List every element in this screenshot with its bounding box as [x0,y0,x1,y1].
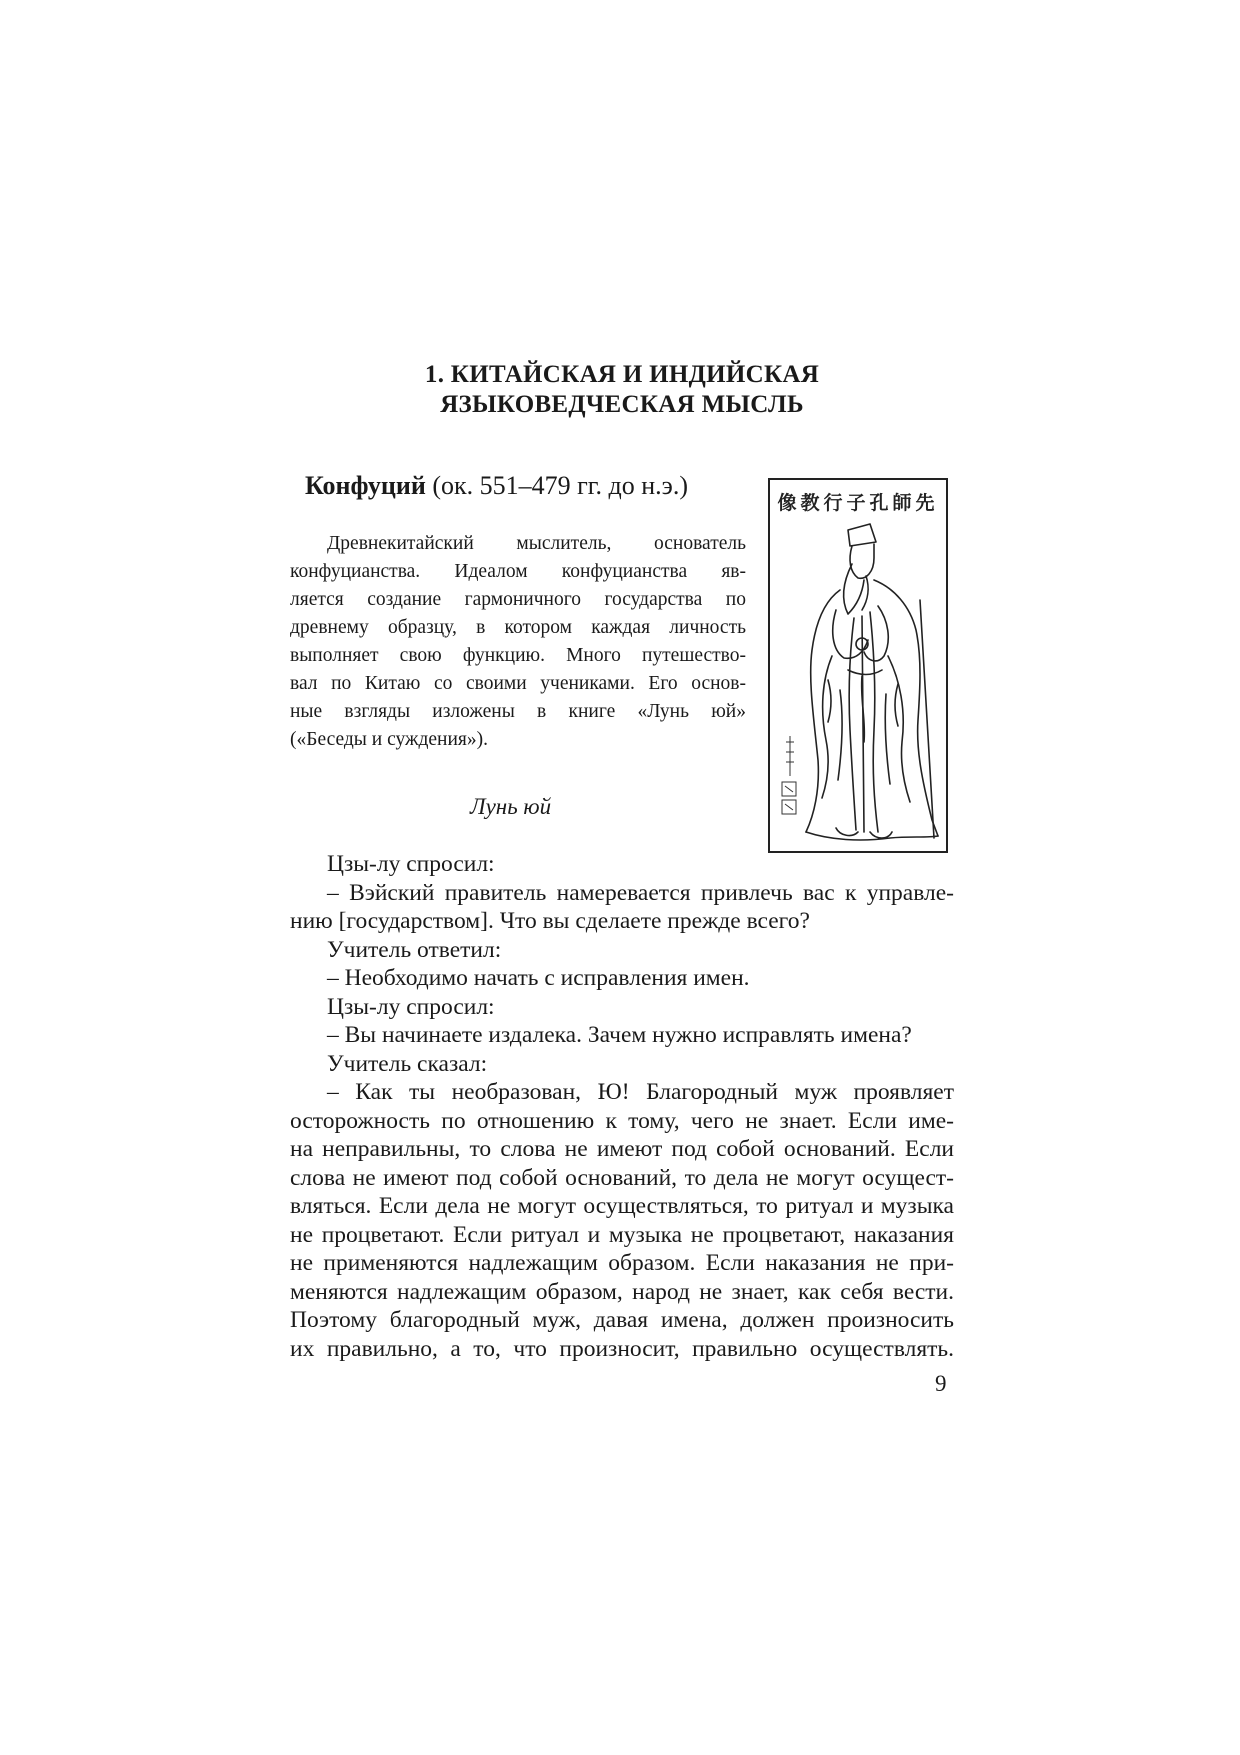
confucius-figure-drawing [770,480,946,851]
excerpt-line: Учитель сказал: [327,1050,488,1077]
excerpt-line: нию [государством]. Что вы сделаете прежде всего? [290,908,810,934]
excerpt-line: Поэтому благородный муж, давая имена, должен произносить [290,1307,954,1333]
excerpt-line: Цзы-лу спросил: [327,851,495,877]
author-dates: (ок. 551–479 гг. до н.э.) [425,471,688,500]
excerpt-line: не процветают. Если ритуал и музыка не процветают, наказания [290,1221,954,1248]
excerpt-line: – Как ты необразован, Ю! Благородный муж проявляет [327,1079,954,1105]
bio-line: ляется создание гармоничного государства по [290,589,746,610]
author-line [305,470,688,502]
excerpt-line: их правильно, а то, что произносит, правильно осуществлять. [290,1335,954,1362]
chapter-heading-line-2: ЯЗЫКОВЕДЧЕСКАЯ МЫСЛЬ [440,391,804,418]
excerpt-line: слова не имеют под собой оснований, то дела не могут осущест- [290,1164,954,1191]
excerpt-line: Учитель ответил: [327,936,502,963]
excerpt-line: – Вэйский правитель намеревается привлечь вас к управле- [327,879,954,906]
bio-line: Древнекитайский мыслитель, основатель [327,533,746,554]
bio-line: выполняет свою функцию. Много путешество- [290,645,746,666]
bio-line: («Беседы и суждения»). [290,729,488,750]
excerpt-text [290,850,954,1363]
page-number: 9 [935,1371,947,1396]
work-title: Лунь юй [470,794,552,819]
excerpt-line: осторожность по отношению к тому, чего не знает. Если име- [290,1107,954,1134]
bio-line: конфуцианства. Идеалом конфуцианства яв- [290,561,746,582]
bio-line: ные взгляды изложены в книге «Лунь юй» [290,701,746,722]
portrait-caption: 像教行子孔師先 [777,492,939,514]
excerpt-line: – Вы начинаете издалека. Зачем нужно исправлять имена? [327,1022,912,1048]
author-name: Конфуций [305,471,426,500]
author-biography [290,530,746,754]
excerpt-line: не применяются надлежащим образом. Если наказания не при- [290,1250,954,1276]
excerpt-line: – Необходимо начать с исправления имен. [327,965,750,991]
excerpt-line: Цзы-лу спросил: [327,993,495,1020]
bio-line: древнему образцу, в котором каждая личность [290,617,746,638]
excerpt-line: меняются надлежащим образом, народ не знает, как себя вести. [290,1278,954,1305]
excerpt-line: на неправильны, то слова не имеют под собой оснований. Если [290,1136,954,1162]
chapter-heading-line-1: 1. КИТАЙСКАЯ И ИНДИЙСКАЯ [424,361,820,388]
confucius-portrait [768,478,948,853]
chapter-heading [290,360,954,420]
bio-line: вал по Китаю со своими учениками. Его основ- [290,673,746,694]
excerpt-line: вляться. Если дела не могут осуществляться, то ритуал и музыка [290,1193,954,1219]
